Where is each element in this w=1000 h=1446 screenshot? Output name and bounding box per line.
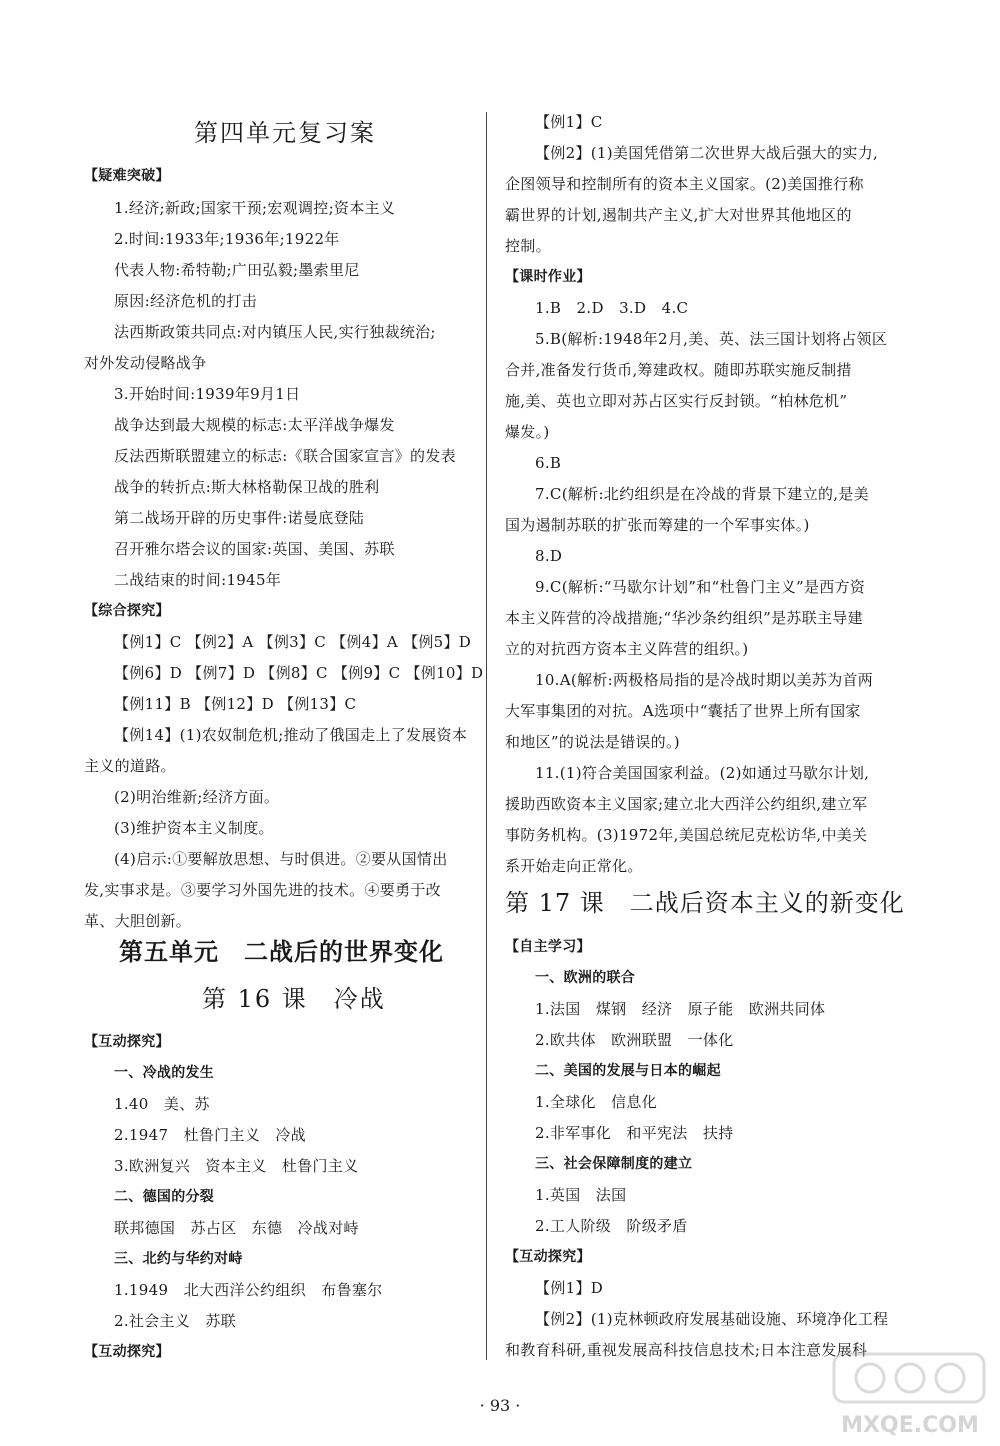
text-line: 联邦德国 苏占区 东德 冷战对峙 [114,1219,359,1237]
unit5-title: 第五单元 二战后的世界变化 [119,938,444,966]
text-line: 企图领导和控制所有的资本主义国家。(2)美国推行称 [505,175,864,193]
section-difficulty-heading: 【疑难突破】 [84,168,170,184]
text-line: 系开始走向正常化。 [505,857,643,875]
section-comprehensive-heading: 【综合探究】 [84,603,170,619]
section-interactive-heading: 【互动探究】 [84,1344,170,1360]
text-line: 霸世界的计划,遏制共产主义,扩大对世界其他地区的 [505,206,852,224]
text-line: 战争达到最大规模的标志:太平洋战争爆发 [114,416,395,434]
lesson16-title: 第 16 课 冷战 [202,985,386,1013]
text-line: 本主义阵营的冷战措施;“华沙条约组织”是苏联主导建 [505,609,863,627]
subsection-heading: 二、美国的发展与日本的崛起 [535,1063,721,1079]
watermark-logo [830,1348,990,1440]
text-line: 发,实事求是。③要学习外国先进的技术。④要勇于改 [84,881,441,899]
text-line: 事防务机构。(3)1972年,美国总统尼克松访华,中美关 [505,826,868,844]
text-line: 和教育科研,重视发展高科技信息技术;日本注意发展科 [505,1341,868,1359]
text-line: 10.A(解析:两极格局指的是冷战时期以美苏为首两 [535,671,874,689]
text-line: 3.开始时间:1939年9月1日 [114,385,301,403]
text-line: 1.经济;新政;国家干预;宏观调控;资本主义 [114,199,396,217]
subsection-heading: 二、德国的分裂 [114,1189,215,1205]
column-divider [486,112,487,1360]
section-self-study-heading: 【自主学习】 [505,939,591,955]
text-line: 2.非军事化 和平宪法 扶持 [535,1124,734,1142]
text-line: 1.40 美、苏 [114,1095,210,1113]
text-line: 合并,准备发行货币,筹建政权。随即苏联实施反制措 [505,361,852,379]
subsection-heading: 一、冷战的发生 [114,1065,215,1081]
text-line: 革、大胆创新。 [84,912,192,930]
text-line: (4)启示:①要解放思想、与时俱进。②要从国情出 [114,850,448,868]
text-line: 1.法国 煤钢 经济 原子能 欧洲共同体 [535,1000,826,1018]
text-line: 7.C(解析:北约组织是在冷战的背景下建立的,是美 [535,485,869,503]
section-interactive-heading: 【互动探究】 [505,1249,591,1265]
page-number: · 93 · [479,1396,521,1415]
text-line: 战争的转折点:斯大林格勒保卫战的胜利 [114,478,380,496]
text-line: (2)明治维新;经济方面。 [114,788,280,806]
text-line: 施,美、英也立即对苏占区实行反封锁。“柏林危机” [505,392,848,410]
answer-row: 1.B 2.D 3.D 4.C [535,299,689,317]
text-line: 国为遏制苏联的扩张而筹建的一个军事实体。) [505,516,810,534]
text-line: 【例2】(1)美国凭借第二次世界大战后强大的实力, [535,144,879,162]
text-line: 法西斯政策共同点:对内镇压人民,实行独裁统治; [114,323,436,341]
text-line: 大军事集团的对抗。A选项中“囊括了世界上所有国家 [505,702,861,720]
text-line: 爆发。) [505,423,550,441]
text-line: 9.C(解析:“马歇尔计划”和“杜鲁门主义”是西方资 [535,578,866,596]
text-line: 代表人物:希特勒;广田弘毅;墨索里尼 [114,261,360,279]
answer-row: 【例1】C 【例2】A 【例3】C 【例4】A 【例5】D [114,633,472,651]
text-line: 6.B [535,454,562,472]
text-line: 召开雅尔塔会议的国家:英国、美国、苏联 [114,540,395,558]
answer-row: 【例6】D 【例7】D 【例8】C 【例9】C 【例10】D [114,664,484,682]
answer-line: 【例1】D [535,1279,604,1297]
text-line: 2.工人阶级 阶级矛盾 [535,1217,688,1235]
text-line: 2.欧共体 欧洲联盟 一体化 [535,1031,734,1049]
text-line: 1.1949 北大西洋公约组织 布鲁塞尔 [114,1281,383,1299]
text-line: 1.英国 法国 [535,1186,627,1204]
section-homework-heading: 【课时作业】 [505,269,591,285]
text-line: 原因:经济危机的打击 [114,292,258,310]
text-line: 援助西欧资本主义国家;建立北大西洋公约组织,建立军 [505,795,868,813]
text-line: 控制。 [505,237,551,255]
unit4-review-title: 第四单元复习案 [194,119,376,147]
text-line: 1.全球化 信息化 [535,1093,658,1111]
text-line: 【例14】(1)农奴制危机;推动了俄国走上了发展资本 [114,726,468,744]
text-line: 11.(1)符合美国国家利益。(2)如通过马歇尔计划, [535,764,870,782]
text-line: 反法西斯联盟建立的标志:《联合国家宣言》的发表 [114,447,456,465]
text-line: (3)维护资本主义制度。 [114,819,274,837]
text-line: 对外发动侵略战争 [84,354,207,372]
text-line: 3.欧洲复兴 资本主义 杜鲁门主义 [114,1157,359,1175]
text-line: 第二战场开辟的历史事件:诺曼底登陆 [114,509,365,527]
text-line: 主义的道路。 [84,757,176,775]
answer-line: 【例1】C [535,113,603,131]
text-line: 5.B(解析:1948年2月,美、英、法三国计划将占领区 [535,330,888,348]
text-line: 二战结束的时间:1945年 [114,571,282,589]
subsection-heading: 三、北约与华约对峙 [114,1251,243,1267]
section-interactive-heading: 【互动探究】 [84,1034,170,1050]
text-line: 8.D [535,547,563,565]
text-line: 立的对抗西方资本主义阵营的组织。) [505,640,749,658]
text-line: 2.1947 杜鲁门主义 冷战 [114,1126,306,1144]
lesson17-title: 第 17 课 二战后资本主义的新变化 [505,889,905,917]
subsection-heading: 三、社会保障制度的建立 [535,1156,693,1172]
watermark-text: MXQE.COM [841,1413,979,1438]
subsection-heading: 一、欧洲的联合 [535,970,636,986]
text-line: 和地区”的说法是错误的。) [505,733,680,751]
text-line: 2.社会主义 苏联 [114,1312,237,1330]
text-line: 【例2】(1)克林顿政府发展基础设施、环境净化工程 [535,1310,889,1328]
answer-row: 【例11】B 【例12】D 【例13】C [114,695,357,713]
text-line: 2.时间:1933年;1936年;1922年 [114,230,340,248]
